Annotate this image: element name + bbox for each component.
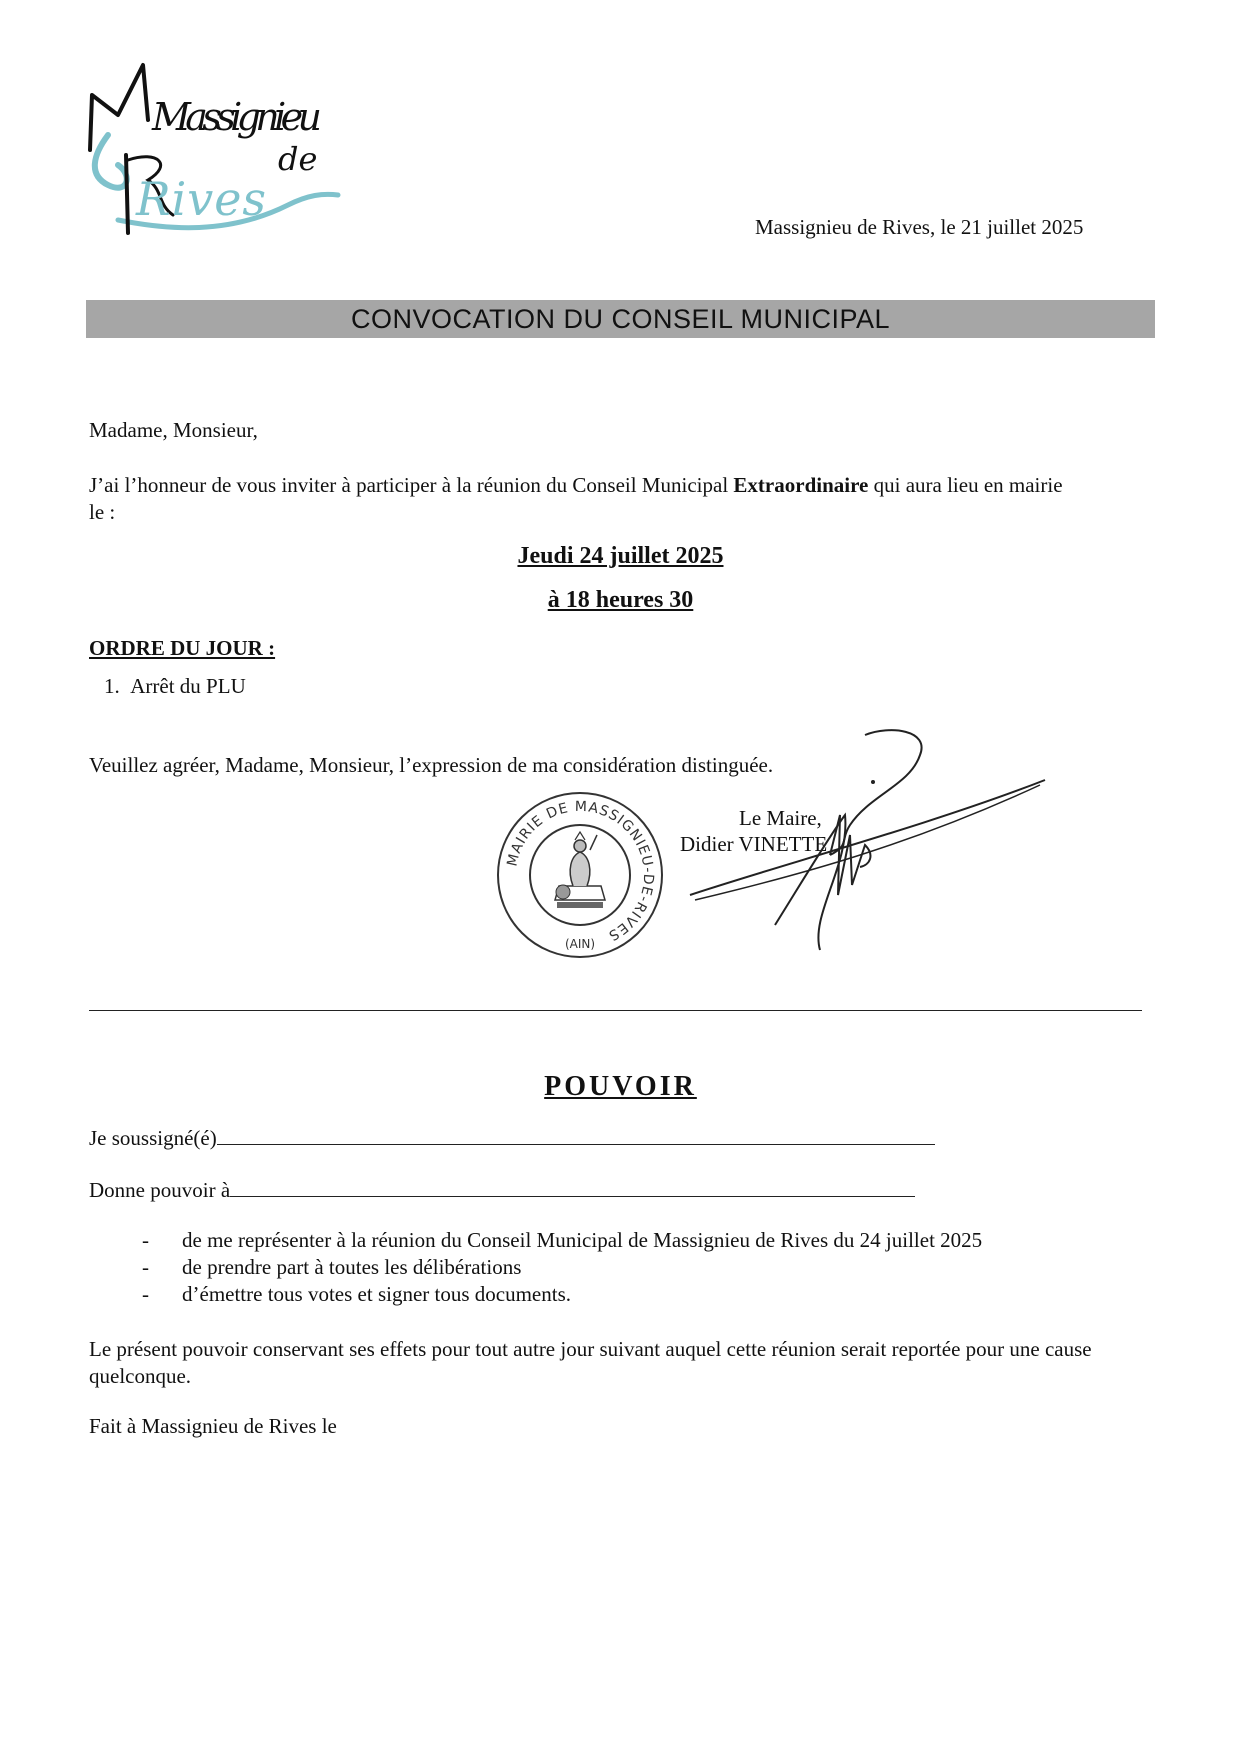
undersigned-label: Je soussigné(é) (89, 1126, 217, 1150)
invitation-text-end: qui aura lieu en mairie (868, 473, 1063, 497)
agenda-heading: ORDRE DU JOUR : (89, 636, 276, 660)
proxy-bullet: - d’émettre tous votes et signer tous documents. (142, 1282, 572, 1306)
logo-text-massignieu: Massignieu (152, 95, 322, 139)
meeting-time: à 18 heures 30 (547, 587, 694, 613)
logo-text-de: de (278, 140, 318, 178)
invitation-paragraph (89, 472, 1159, 526)
agenda-item (104, 674, 246, 699)
mayor-name: Didier VINETTE (680, 832, 828, 856)
give-power-label: Donne pouvoir à (89, 1178, 231, 1202)
meeting-date: Jeudi 24 juillet 2025 (517, 543, 724, 569)
closing-formula: Veuillez agréer, Madame, Monsieur, l’expression de ma considération distinguée. (89, 753, 774, 777)
agenda-item-number: 1. (104, 674, 120, 698)
mayor-role: Le Maire, (739, 806, 822, 830)
proxy-bullet: - de me représenter à la réunion du Conseil Municipal de Massignieu de Rives du 24 juillet 2025 (142, 1228, 983, 1252)
agenda-item-text: Arrêt du PLU (130, 674, 246, 698)
handwritten-signature (680, 725, 1050, 955)
municipality-logo (88, 55, 348, 240)
greeting: Madame, Monsieur, (89, 418, 258, 442)
meeting-type: Extraordinaire (733, 473, 869, 497)
official-stamp (495, 790, 665, 960)
document-title-bar (86, 300, 1155, 338)
tear-off-separator (89, 1010, 1142, 1011)
proxy-title: POUVOIR (544, 1071, 697, 1102)
proxy-bullet: - de prendre part à toutes les délibérations (142, 1255, 522, 1279)
invitation-text-line2: le : (89, 500, 116, 524)
give-power-line (89, 1176, 915, 1203)
undersigned-name-blank[interactable] (217, 1124, 935, 1145)
logo-text-rives: Rives (136, 172, 266, 226)
document-title: CONVOCATION DU CONSEIL MUNICIPAL (350, 303, 891, 334)
svg-text:MAIRIE DE MASSIGNIEU-DE-RIVES: MAIRIE DE MASSIGNIEU-DE-RIVES (504, 798, 657, 944)
undersigned-line (89, 1124, 935, 1151)
proxy-bullet-text: de prendre part à toutes les délibérations (182, 1255, 522, 1279)
date-line: Massignieu de Rives, le 21 juillet 2025 (755, 215, 1084, 239)
invitation-text-start: J’ai l’honneur de vous inviter à participer à la réunion du Conseil Municipal (89, 473, 734, 497)
validity-paragraph: Le présent pouvoir conservant ses effets pour tout autre jour suivant auquel cette réunion serait reportée pour une cause quelconque. (89, 1337, 1092, 1388)
proxy-bullet-text: d’émettre tous votes et signer tous documents. (182, 1282, 572, 1306)
svg-text:(AIN): (AIN) (564, 937, 596, 951)
proxy-name-blank[interactable] (230, 1176, 915, 1197)
done-at-line: Fait à Massignieu de Rives le (89, 1414, 337, 1438)
proxy-bullet-text: de me représenter à la réunion du Conseil Municipal de Massignieu de Rives du 24 juillet 2025 (182, 1228, 983, 1252)
